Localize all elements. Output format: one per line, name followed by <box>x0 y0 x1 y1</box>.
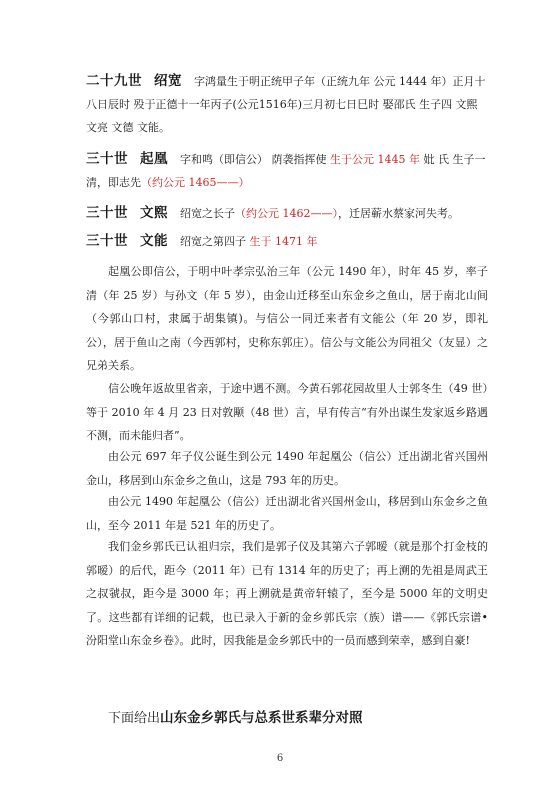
date-highlight: （约公元 1465——） <box>141 176 250 189</box>
genealogy-entry <box>86 202 488 225</box>
entry-text: 字和鸣（即信公） 荫袭指挥使 <box>180 153 330 166</box>
body-paragraph: 我们金乡郭氏已认祖归宗，我们是郭子仪及其第六子郭暧（就是那个打金枝的郭暧）的后代，距今（2011 年）已有 1314 年的历史了；再上溯的先祖是周武王之叔虢叔，距今是 3000 年；再上溯就是黄帝轩辕了，至今是 5000 年的文明史了。这些都有详细的记载，也已录入于新的金乡郭氏宗（族）谱——《郭氏宗谱•汾阳堂山东金乡卷》。此时，因我能是金乡郭氏中的一员而感到荣幸，感到自豪! <box>86 540 488 647</box>
heading-prefix: 下面给出 <box>108 711 161 726</box>
entry-text: 妣 氏 生子一 清，即志先 <box>86 153 486 189</box>
birth-year-highlight: 生于 1471 年 <box>249 235 318 248</box>
body-paragraph: 起凰公即信公，于明中叶孝宗弘治三年（公元 1490 年），时年 45 岁，率子清（年 25 岁）与孙文（年 5 岁），由金山迁移至山东金乡之鱼山，居于南北山间（今郭山口村，隶属于胡集镇)。与信公一同迁来者有文能公（年 20 岁，即礼公），居于鱼山之南（今西郭村，史称东郭庄）。信公与文能公为同祖父（友显）之兄弟关系。 <box>86 265 488 372</box>
heading-bold: 山东金乡郭氏与总系世系辈分对照 <box>160 710 363 726</box>
genealogy-entry <box>86 230 488 253</box>
body-paragraph: 由公元 697 年子仪公诞生到公元 1490 年起凰公（信公）迁出湖北省兴国州金山，移居到山东金乡之鱼山，这是 793 年的历史。 <box>86 450 488 487</box>
page-number: 6 <box>276 753 284 764</box>
entry-text: 绍宽之第四子 <box>180 235 250 248</box>
entry-text: 绍宽之长子 <box>180 207 235 220</box>
generation-label: 三十世 <box>86 151 128 167</box>
generation-label: 三十世 <box>86 233 128 249</box>
person-name: 起凰 <box>140 151 168 167</box>
person-name: 绍宽 <box>154 73 182 89</box>
generation-label: 二十九世 <box>86 73 142 89</box>
section-heading <box>108 706 363 726</box>
genealogy-entry <box>86 70 488 139</box>
genealogy-entry <box>86 148 488 194</box>
person-name: 文能 <box>140 233 168 249</box>
birth-year-highlight: 生于公元 1445 年 <box>330 153 420 166</box>
entry-text: ，迁居蕲水蔡家河失考。 <box>338 207 459 220</box>
body-paragraph: 信公晚年返故里省亲，于途中遇不测。今黄石郭花园故里人士郭冬生（49 世）等于 2010 年 4 月 23 日对敦颙（48 世）言，早有传言“有外出谋生发家返乡路遇不测，而未能归者”。 <box>86 382 488 442</box>
generation-label: 三十世 <box>86 205 128 221</box>
date-highlight: （约公元 1462——） <box>235 207 338 220</box>
body-paragraph: 由公元 1490 年起凰公（信公）迁出湖北省兴国州金山，移居到山东金乡之鱼山，至今 2011 年是 521 年的历史了。 <box>86 495 488 532</box>
person-name: 文熙 <box>140 205 168 221</box>
entry-text: 字鸿量生于明正统甲子年（正统九年 公元 1444 年）正月十八日辰时 殁于正德十一年丙子(公元1516年)三月初七日巳时 娶邵氏 生子四 文熙 文亮 文德 文能。 <box>86 75 486 134</box>
